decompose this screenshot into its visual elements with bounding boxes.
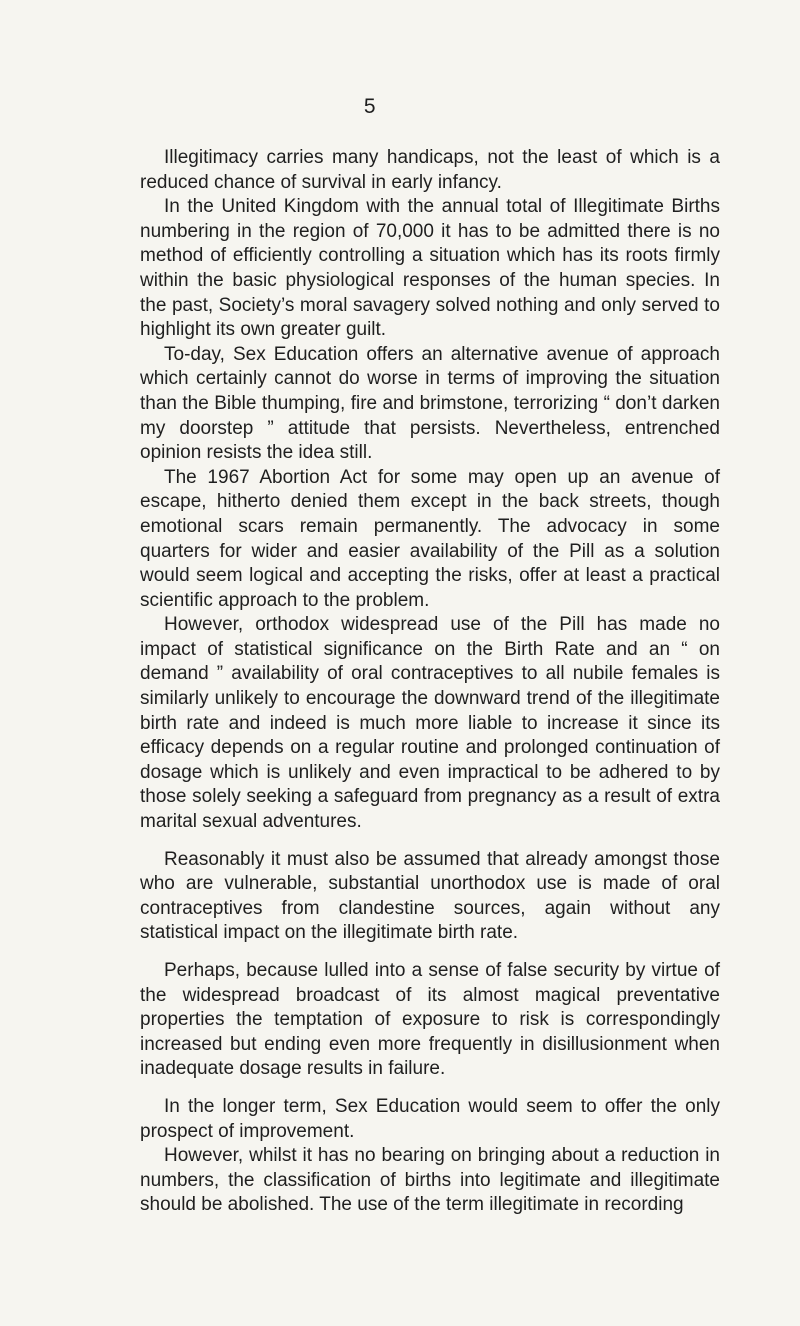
paragraph-longer-term: In the longer term, Sex Education would seem to offer the only prospect of improvement. — [140, 1095, 720, 1142]
paragraph-uk-births: In the United Kingdom with the annual total of Illegitimate Births numbering in the region of 70,000 it has to be admitted there is no method of efficiently controlling a situation which has its roots firmly within the basic physiological responses of the human species. In the past, Society’s moral savagery solved nothing and only served to highlight its own greater guilt. — [140, 196, 720, 341]
page-number: 5 — [363, 95, 377, 118]
paragraph-classification: However, whilst it has no bearing on bringing about a reduction in numbers, the classification of births into legitimate and illegitimate should be abolished. The use of the term illegitimate in recording — [140, 1145, 720, 1216]
paragraph-pill-impact: However, orthodox widespread use of the Pill has made no impact of statistical significance on the Birth Rate and an “ on demand ” availability of oral contraceptives to all nubile females is similarly unlikely to encourage the downward trend of the illegitimate birth rate and indeed is much more liable to increase it since its efficacy depends on a regular routine and prolonged continuation of dosage which is unlikely and even impractical to be adhered to by those solely seeking a safeguard from pregnancy as a result of extra marital sexual adventures. — [140, 614, 720, 833]
paragraph-abortion-act: The 1967 Abortion Act for some may open up an avenue of escape, hitherto denied them except in the back streets, though emotional scars remain permanently. The advocacy in some quarters for wider and easier availability of the Pill as a solution would seem logical and accepting the risks, offer at least a practical scientific approach to the problem. — [140, 466, 720, 611]
body-text — [140, 146, 720, 1218]
paragraph-false-security: Perhaps, because lulled into a sense of false security by virtue of the widespread broadcast of its almost magical preventative properties the temptation of exposure to risk is correspondingly increased but ending even more frequently in disillusionment when inadequate dosage results in failure. — [140, 960, 720, 1080]
paragraph-unorthodox-use: Reasonably it must also be assumed that already amongst those who are vulnerable, substantial unorthodox use is made of oral contraceptives from clandestine sources, again without any statistical impact on the illegitimate birth rate. — [140, 848, 720, 944]
paragraph-sex-education: To-day, Sex Education offers an alternative avenue of approach which certainly cannot do worse in terms of improving the situation than the Bible thumping, fire and brimstone, terrorizing “ don’t darken my doorstep ” attitude that persists. Nevertheless, entrenched opinion resists the idea still. — [140, 343, 720, 464]
paragraph-survival: Illegitimacy carries many handicaps, not the least of which is a reduced chance of survival in early infancy. — [140, 147, 720, 193]
